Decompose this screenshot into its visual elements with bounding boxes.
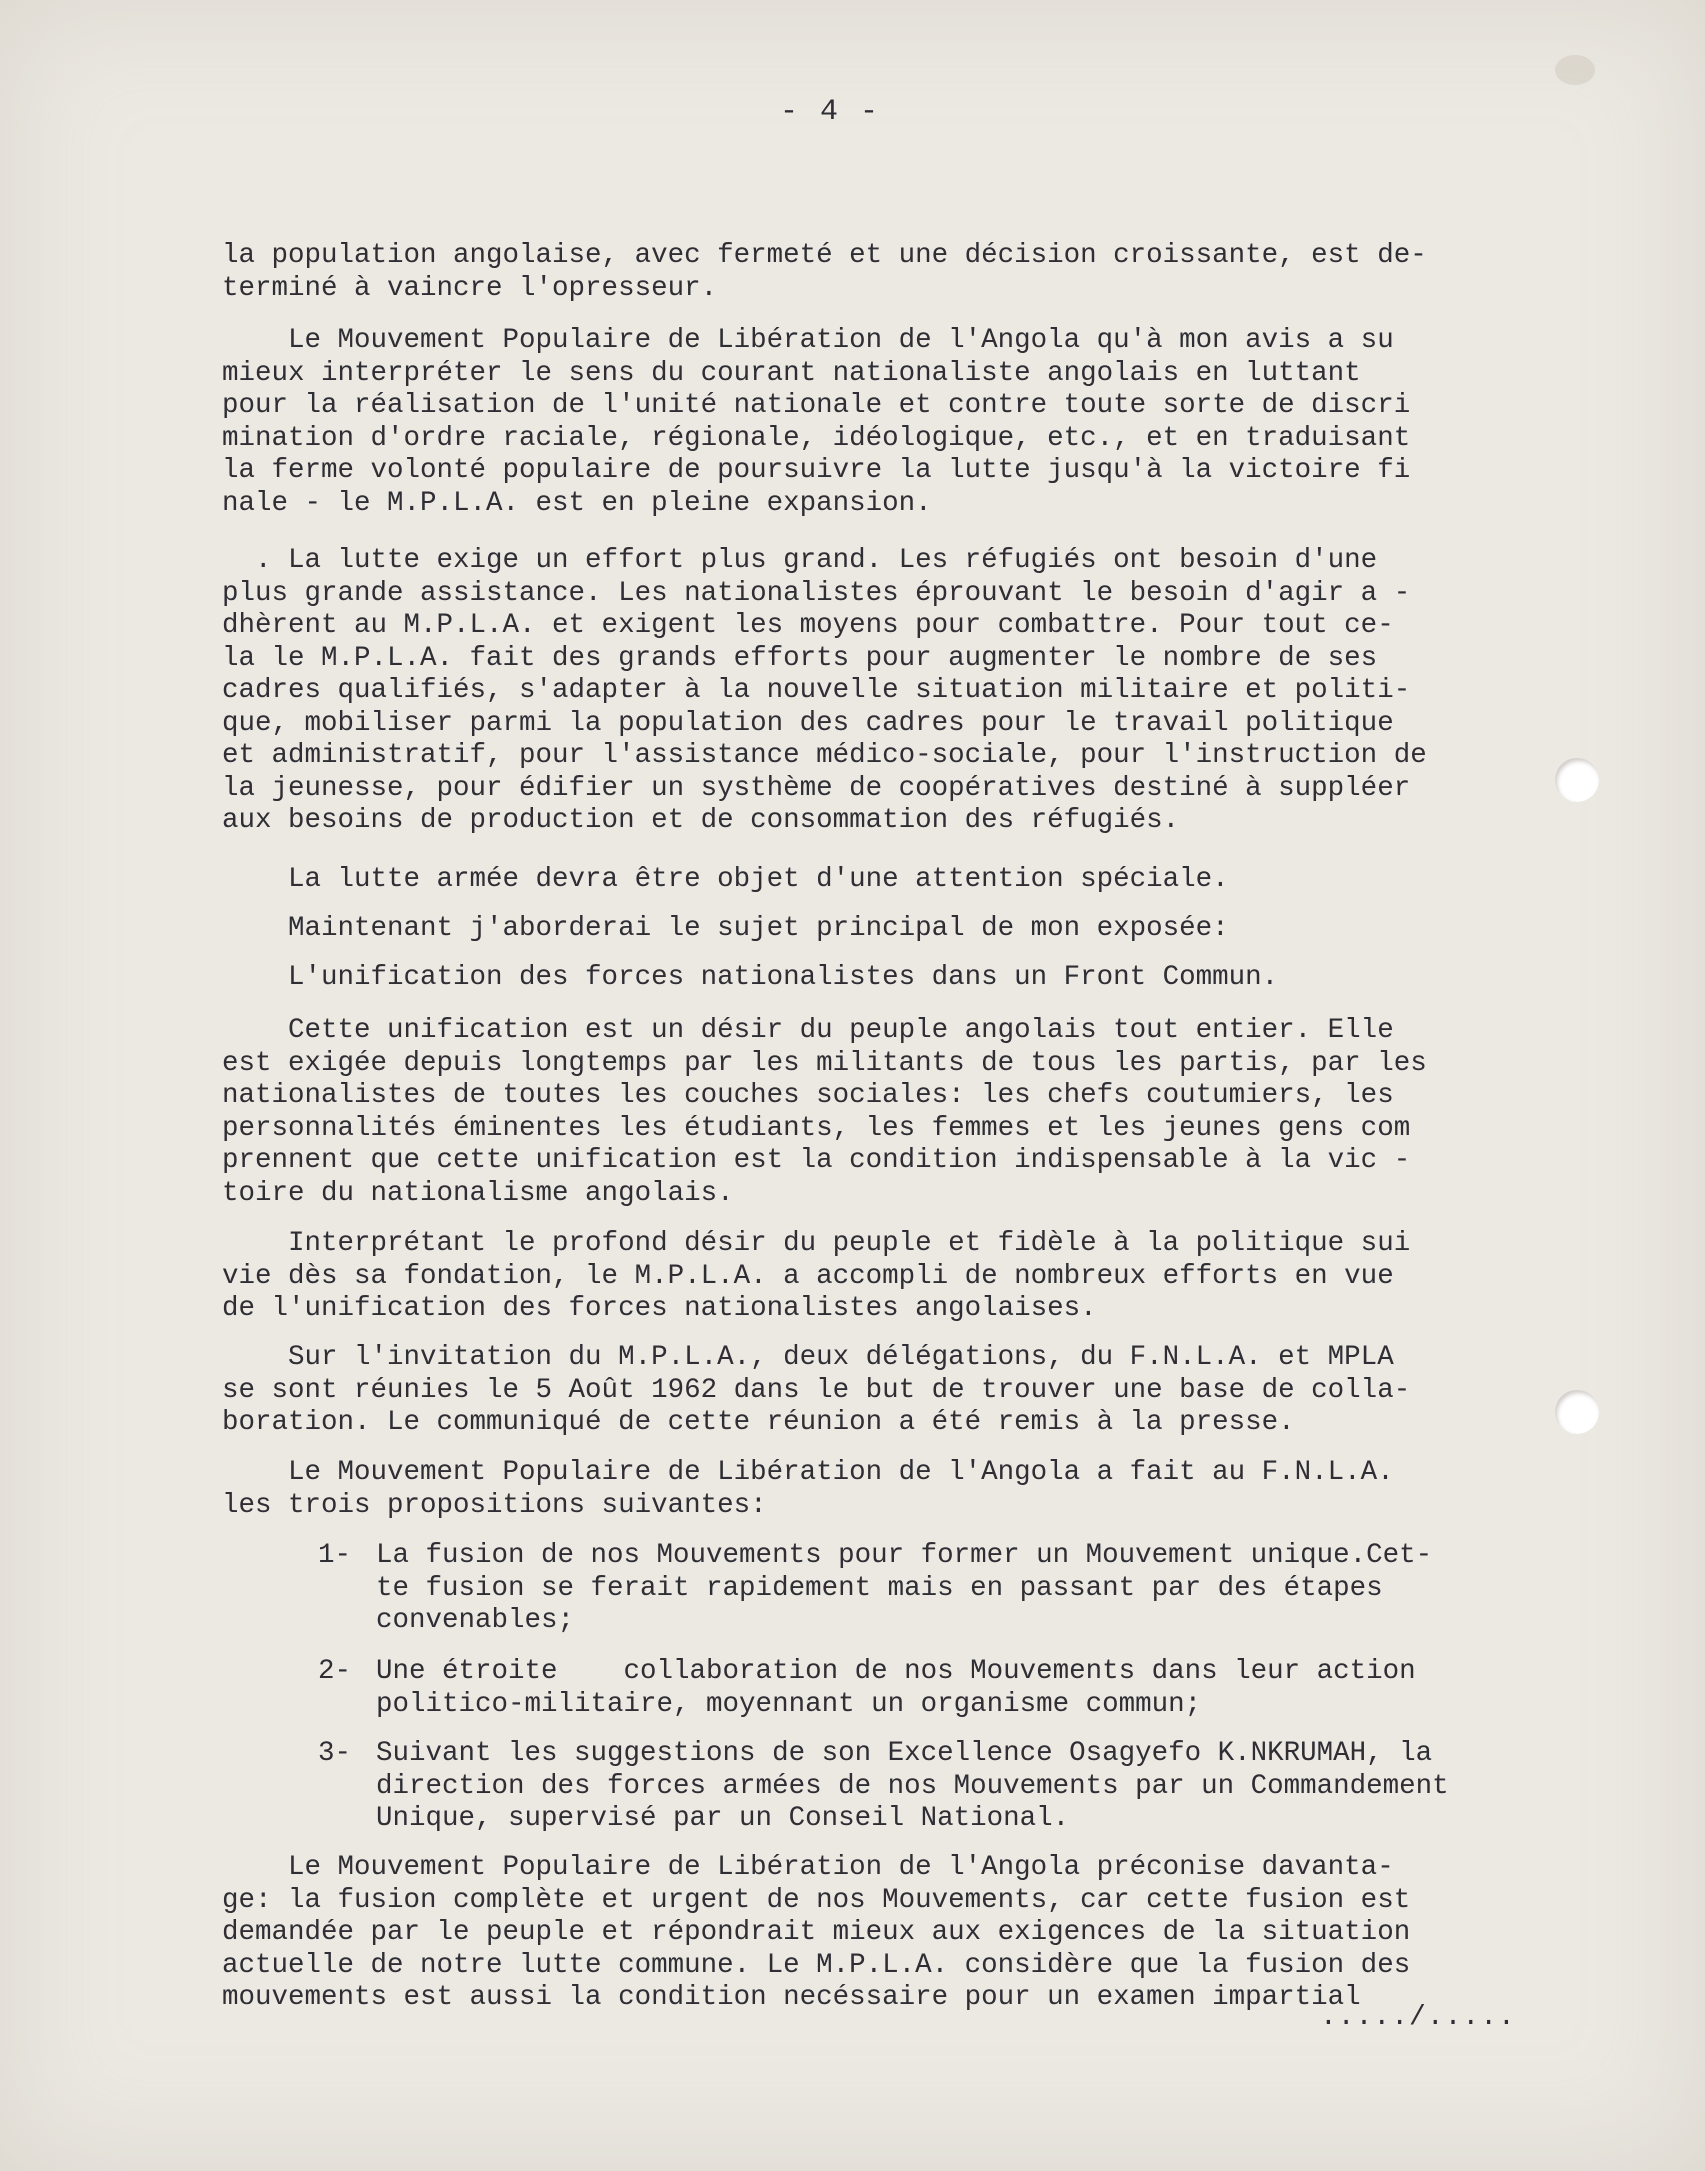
paragraph-6	[222, 962, 1552, 995]
text-line: ge: la fusion complète et urgent de nos Mouvements, car cette fusion est	[222, 1884, 1411, 1916]
text-line: et administratif, pour l'assistance médico-sociale, pour l'instruction de	[222, 740, 1427, 771]
text-line: nale - le M.P.L.A. est en pleine expansion.	[222, 487, 932, 519]
text-line: mination d'ordre raciale, régionale, idéologique, etc., et en traduisant	[222, 422, 1411, 454]
text-line: Le Mouvement Populaire de Libération de l'Angola qu'à mon avis a su	[222, 325, 1394, 356]
text-line: pour la réalisation de l'unité nationale et contre toute sorte de discri	[222, 390, 1411, 421]
text-line: se sont réunies le 5 Août 1962 dans le but de trouver une base de colla-	[222, 1374, 1411, 1406]
paragraph-3	[222, 545, 1552, 838]
text-line: est exigée depuis longtemps par les militants de tous les partis, par les	[222, 1047, 1427, 1079]
text-line: Le Mouvement Populaire de Libération de l'Angola préconise davanta-	[222, 1852, 1394, 1883]
text-line: demandée par le peuple et répondrait mieux aux exigences de la situation	[222, 1917, 1411, 1948]
text-line: la le M.P.L.A. fait des grands efforts pour augmenter le nombre de ses	[222, 642, 1378, 674]
punch-hole	[1555, 758, 1599, 802]
text-line: Interprétant le profond désir du peuple et fidèle à la politique sui	[222, 1228, 1411, 1259]
text-line: direction des forces armées de nos Mouvements par un Commandement	[376, 1770, 1449, 1802]
text-line: Cette unification est un désir du peuple angolais tout entier. Elle	[222, 1015, 1394, 1046]
text-line: Unique, supervisé par un Conseil National.	[376, 1803, 1070, 1834]
paragraph-9	[222, 1342, 1552, 1440]
proposal-number: 3-	[318, 1738, 352, 1769]
paragraph-5	[222, 913, 1552, 946]
text-line: boration. Le communiqué de cette réunion a été remis à la presse.	[222, 1407, 1295, 1438]
text-line: les trois propositions suivantes:	[222, 1489, 767, 1521]
text-line: de l'unification des forces nationalistes angolaises.	[222, 1293, 1097, 1324]
punch-hole	[1555, 1390, 1599, 1434]
text-line: toire du nationalisme angolais.	[222, 1177, 734, 1209]
text-line: La fusion de nos Mouvements pour former un Mouvement unique.Cet-	[376, 1540, 1433, 1571]
text-line: terminé à vaincre l'opresseur.	[222, 272, 718, 304]
text-line: Suivant les suggestions de son Excellence Osagyefo K.NKRUMAH, la	[376, 1738, 1433, 1769]
text-line: Maintenant j'aborderai le sujet principal de mon exposée:	[222, 913, 1229, 944]
text-line: mieux interpréter le sens du courant nationaliste angolais en luttant	[222, 357, 1361, 389]
text-line: dhèrent au M.P.L.A. et exigent les moyens pour combattre. Pour tout ce-	[222, 610, 1394, 641]
paragraph-7	[222, 1015, 1552, 1210]
text-line: La lutte armée devra être objet d'une attention spéciale.	[222, 864, 1229, 895]
text-line: personnalités éminentes les étudiants, les femmes et les jeunes gens com	[222, 1112, 1411, 1144]
text-line: la ferme volonté populaire de poursuivre la lutte jusqu'à la victoire fi	[222, 455, 1411, 486]
text-line: actuelle de notre lutte commune. Le M.P.L.A. considère que la fusion des	[222, 1949, 1411, 1981]
text-line: nationalistes de toutes les couches sociales: les chefs coutumiers, les	[222, 1080, 1394, 1111]
text-line: prennent que cette unification est la condition indispensable à la vic -	[222, 1145, 1411, 1176]
paragraph-10	[222, 1457, 1552, 1522]
text-line: L'unification des forces nationalistes dans un Front Commun.	[222, 962, 1279, 993]
text-line: convenables;	[376, 1605, 575, 1636]
text-line: te fusion se ferait rapidement mais en passant par des étapes	[376, 1572, 1383, 1604]
text-line: . La lutte exige un effort plus grand. Les réfugiés ont besoin d'une	[222, 545, 1378, 576]
proposal-number: 1-	[318, 1540, 352, 1571]
text-line: cadres qualifiés, s'adapter à la nouvelle situation militaire et politi-	[222, 675, 1411, 706]
paper-stain	[1555, 55, 1595, 85]
text-line: Une étroite collaboration de nos Mouvements dans leur action	[376, 1656, 1416, 1687]
text-line: que, mobiliser parmi la population des cadres pour le travail politique	[222, 707, 1394, 739]
page-number: - 4 -	[779, 95, 880, 129]
text-line: plus grande assistance. Les nationalistes éprouvant le besoin d'agir a -	[222, 577, 1411, 609]
text-line: politico-militaire, moyennant un organisme commun;	[376, 1688, 1202, 1720]
text-line: la population angolaise, avec fermeté et une décision croissante, est de-	[222, 240, 1427, 271]
text-line: Le Mouvement Populaire de Libération de l'Angola a fait au F.N.L.A.	[222, 1457, 1394, 1488]
text-line: vie dès sa fondation, le M.P.L.A. a accompli de nombreux efforts en vue	[222, 1260, 1394, 1292]
paragraph-2	[222, 325, 1552, 520]
paragraph-1	[222, 240, 1552, 305]
text-line: aux besoins de production et de consommation des réfugiés.	[222, 805, 1180, 836]
text-line: la jeunesse, pour édifier un systhème de coopératives destiné à suppléer	[222, 772, 1411, 804]
paragraph-8	[222, 1228, 1552, 1326]
paragraph-4	[222, 864, 1552, 897]
closing-paragraph	[222, 1852, 1552, 2015]
text-line: Sur l'invitation du M.P.L.A., deux délégations, du F.N.L.A. et MPLA	[222, 1342, 1394, 1373]
continuation-mark: ...../.....	[1320, 2002, 1516, 2033]
text-line: mouvements est aussi la condition necéssaire pour un examen impartial	[222, 1982, 1361, 2013]
proposal-number: 2-	[318, 1656, 352, 1687]
